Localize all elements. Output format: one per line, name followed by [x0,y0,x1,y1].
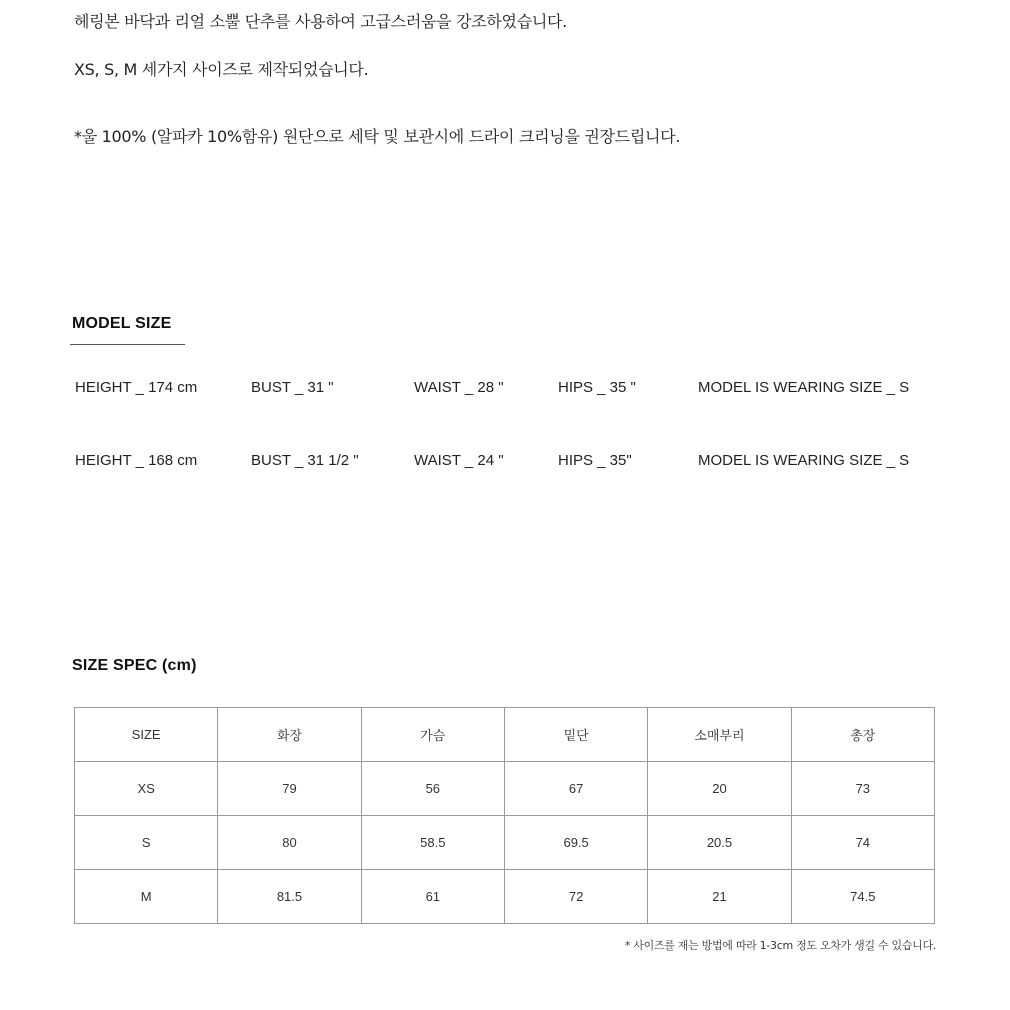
cell-value: 20.5 [648,816,791,870]
cell-value: 72 [504,870,647,924]
table-header-row [75,708,935,762]
model-size-title: MODEL SIZE [72,315,172,332]
cell-value: 21 [648,870,791,924]
model-row [0,452,1010,472]
model-hips: HIPS _ 35" [558,452,632,469]
cell-value: 58.5 [361,816,504,870]
model-bust: BUST _ 31 " [251,379,334,396]
model-height: HEIGHT _ 174 cm [75,379,198,396]
cell-value: 69.5 [504,816,647,870]
header-cuff: 소매부리 [648,708,791,762]
cell-value: 74.5 [791,870,934,924]
cell-size: XS [75,762,218,816]
title-underline [70,344,185,345]
header-total-length: 총장 [791,708,934,762]
model-waist: WAIST _ 28 " [414,379,504,396]
description-line-2: XS, S, M 세가지 사이즈로 제작되었습니다. [74,60,369,79]
model-wearing-size: MODEL IS WEARING SIZE _ S [698,379,910,396]
model-row [0,379,1010,399]
table-row [75,816,935,870]
size-spec-table [74,707,935,924]
size-spec-title: SIZE SPEC (cm) [72,657,197,674]
cell-value: 56 [361,762,504,816]
cell-value: 20 [648,762,791,816]
measurement-note: * 사이즈를 재는 방법에 따라 1-3cm 정도 오차가 생길 수 있습니다. [624,939,936,952]
cell-value: 61 [361,870,504,924]
header-shoulder-sleeve: 화장 [218,708,361,762]
header-chest: 가슴 [361,708,504,762]
model-hips: HIPS _ 35 " [558,379,636,396]
cell-value: 81.5 [218,870,361,924]
table-row [75,870,935,924]
cell-value: 67 [504,762,647,816]
table-row [75,762,935,816]
model-bust: BUST _ 31 1/2 " [251,452,359,469]
cell-size: S [75,816,218,870]
cell-value: 79 [218,762,361,816]
header-hem: 밑단 [504,708,647,762]
header-size: SIZE [75,708,218,762]
model-wearing-size: MODEL IS WEARING SIZE _ S [698,452,910,469]
description-line-3: *울 100% (알파카 10%함유) 원단으로 세탁 및 보관시에 드라이 크리닝을 권장드립니다. [74,127,681,146]
description-line-1: 헤링본 바닥과 리얼 소뿔 단추를 사용하여 고급스러움을 강조하였습니다. [74,12,567,31]
cell-value: 80 [218,816,361,870]
cell-value: 73 [791,762,934,816]
cell-value: 74 [791,816,934,870]
model-waist: WAIST _ 24 " [414,452,504,469]
cell-size: M [75,870,218,924]
model-height: HEIGHT _ 168 cm [75,452,198,469]
